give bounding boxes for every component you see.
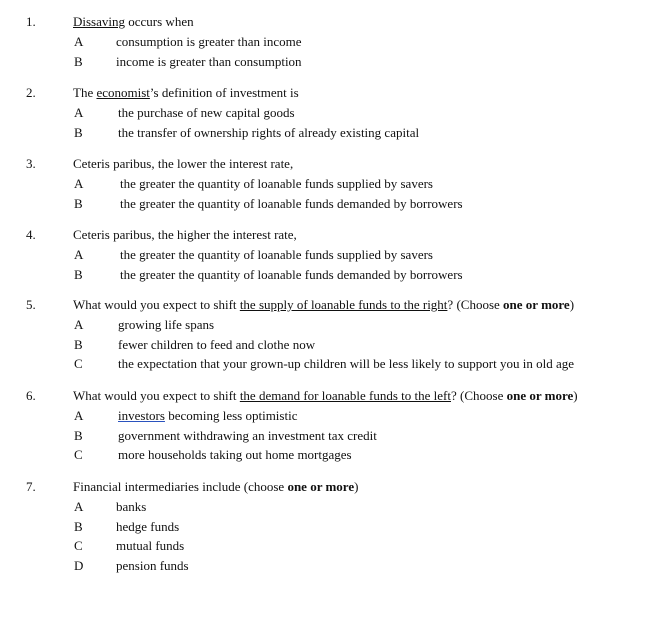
option-text: the transfer of ownership rights of already existing capital	[118, 124, 420, 140]
question-number: 6.	[26, 388, 36, 403]
option-text: investors becoming less optimistic	[118, 408, 298, 423]
answer-option-c[interactable]	[0, 538, 665, 557]
question-stem: What would you expect to shift the demand for loanable funds to the left? (Choose one or more)	[73, 388, 578, 403]
option-text: more households taking out home mortgages	[118, 447, 352, 462]
option-text: the greater the quantity of loanable funds supplied by savers	[120, 247, 433, 262]
question-stem: The economist’s definition of investment is	[73, 85, 299, 100]
option-text: growing life spans	[118, 317, 215, 332]
option-letter: D	[74, 557, 84, 573]
option-text: the greater the quantity of loanable funds supplied by savers	[120, 176, 433, 191]
answer-option-b[interactable]	[0, 125, 665, 144]
option-letter: C	[74, 447, 83, 462]
answer-option-b[interactable]	[0, 519, 665, 538]
answer-option-a[interactable]	[0, 105, 665, 124]
option-text: hedge funds	[116, 518, 180, 534]
question-stem: Ceteris paribus, the lower the interest rate,	[73, 156, 294, 171]
option-letter: B	[74, 195, 83, 211]
option-text: consumption is greater than income	[116, 34, 302, 49]
option-letter: A	[74, 34, 84, 49]
option-letter: B	[74, 518, 83, 534]
option-letter: B	[74, 427, 83, 443]
option-text: pension funds	[116, 557, 189, 573]
question-number: 5.	[26, 297, 36, 312]
question-stem: Dissaving occurs when	[73, 14, 194, 29]
answer-option-a[interactable]	[0, 408, 665, 427]
answer-option-b[interactable]	[0, 267, 665, 286]
question-stem: Ceteris paribus, the higher the interest rate,	[73, 227, 297, 242]
option-letter: A	[74, 408, 84, 423]
answer-option-b[interactable]	[0, 196, 665, 215]
option-letter: A	[74, 247, 84, 262]
option-text: banks	[116, 499, 147, 514]
question-number: 3.	[26, 156, 36, 171]
option-text: government withdrawing an investment tax credit	[118, 427, 377, 443]
option-letter: B	[74, 336, 83, 352]
answer-option-a[interactable]	[0, 317, 665, 336]
option-text: the expectation that your grown-up children will be less likely to support you in old age	[118, 356, 574, 371]
question-stem: Financial intermediaries include (choose one or more)	[73, 479, 359, 494]
answer-option-a[interactable]	[0, 176, 665, 195]
answer-option-c[interactable]	[0, 356, 665, 375]
option-letter: B	[74, 124, 83, 140]
answer-option-a[interactable]	[0, 499, 665, 518]
option-letter: C	[74, 538, 83, 553]
question-number: 4.	[26, 227, 36, 242]
option-text: fewer children to feed and clothe now	[118, 336, 316, 352]
answer-option-a[interactable]	[0, 34, 665, 53]
option-text: income is greater than consumption	[116, 53, 302, 69]
option-letter: B	[74, 266, 83, 282]
question-number: 2.	[26, 85, 36, 100]
question-stem: What would you expect to shift the supply of loanable funds to the right? (Choose one or more)	[73, 297, 575, 312]
question-number: 1.	[26, 14, 36, 29]
option-letter: A	[74, 105, 84, 120]
answer-option-a[interactable]	[0, 247, 665, 266]
answer-option-b[interactable]	[0, 54, 665, 73]
option-letter: A	[74, 499, 84, 514]
answer-option-b[interactable]	[0, 428, 665, 447]
option-text: the purchase of new capital goods	[118, 105, 295, 120]
option-text: the greater the quantity of loanable funds demanded by borrowers	[120, 195, 463, 211]
question-number: 7.	[26, 479, 36, 494]
answer-option-b[interactable]	[0, 337, 665, 356]
option-letter: C	[74, 356, 83, 371]
option-text: mutual funds	[116, 538, 185, 553]
option-letter: B	[74, 53, 83, 69]
answer-option-d[interactable]	[0, 558, 665, 577]
option-letter: A	[74, 176, 84, 191]
option-text: the greater the quantity of loanable funds demanded by borrowers	[120, 266, 463, 282]
answer-option-c[interactable]	[0, 447, 665, 466]
option-letter: A	[74, 317, 84, 332]
